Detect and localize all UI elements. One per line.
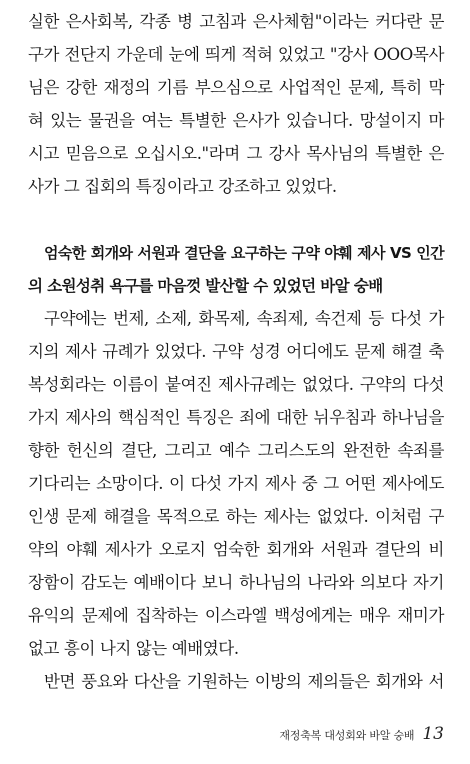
text-line: 님은 강한 재정의 기름 부으심으로 사업적인 문제, 특히 막 [28,78,444,97]
text-line: 구가 전단지 가운데 눈에 띄게 적혀 있었고 "강사 OOO목사 [28,45,444,64]
text-line: 인생 문제 해결을 목적으로 하는 제사는 없었다. 이처럼 구 [28,507,444,526]
text-line: 반면 풍요와 다산을 기원하는 이방의 제의들은 회개와 서 [44,672,444,691]
text-line: 구약에는 번제, 소제, 화목제, 속죄제, 속건제 등 다섯 가 [44,309,444,328]
text-line: 장함이 감도는 예배이다 보니 하나님의 나라와 의보다 자기 [28,573,444,592]
text-line: 지의 제사 규례가 있었다. 구약 성경 어디에도 문제 해결 축 [28,342,444,361]
text-line: 약의 야훼 제사가 오로지 엄숙한 회개와 서원과 결단의 비 [28,540,444,559]
text-line: 기다리는 소망이다. 이 다섯 가지 제사 중 그 어떤 제사에도 [28,474,444,493]
text-line: 혀 있는 물권을 여는 특별한 은사가 있습니다. 망설이지 마 [28,111,444,130]
text-line: 가지 제사의 핵심적인 특징은 죄에 대한 뉘우침과 하나님을 [28,408,444,427]
page-number: 13 [422,724,444,744]
section-heading-line: 의 소원성취 욕구를 마음껏 발산할 수 있었던 바알 숭배 [28,277,383,295]
text-line: 복성회라는 이름이 붙여진 제사규례는 없었다. 구약의 다섯 [28,375,444,394]
text-line: 향한 헌신의 결단, 그리고 예수 그리스도의 완전한 속죄를 [28,441,444,460]
page-footer [279,724,444,746]
text-line: 유익의 문제에 집착하는 이스라엘 백성에게는 매우 재미가 [28,606,444,625]
section-heading-line: 엄숙한 회개와 서원과 결단을 요구하는 구약 야훼 제사 VS 인간 [44,244,444,262]
running-title: 재정축복 대성회와 바알 숭배 [279,729,415,742]
text-line: 실한 은사회복, 각종 병 고침과 은사체험"이라는 커다란 문 [28,12,444,31]
text-line: 시고 믿음으로 오십시오."라며 그 강사 목사님의 특별한 은 [28,144,444,163]
text-line: 없고 흥이 나지 않는 예배였다. [28,639,239,658]
text-line: 사가 그 집회의 특징이라고 강조하고 있었다. [28,177,337,196]
